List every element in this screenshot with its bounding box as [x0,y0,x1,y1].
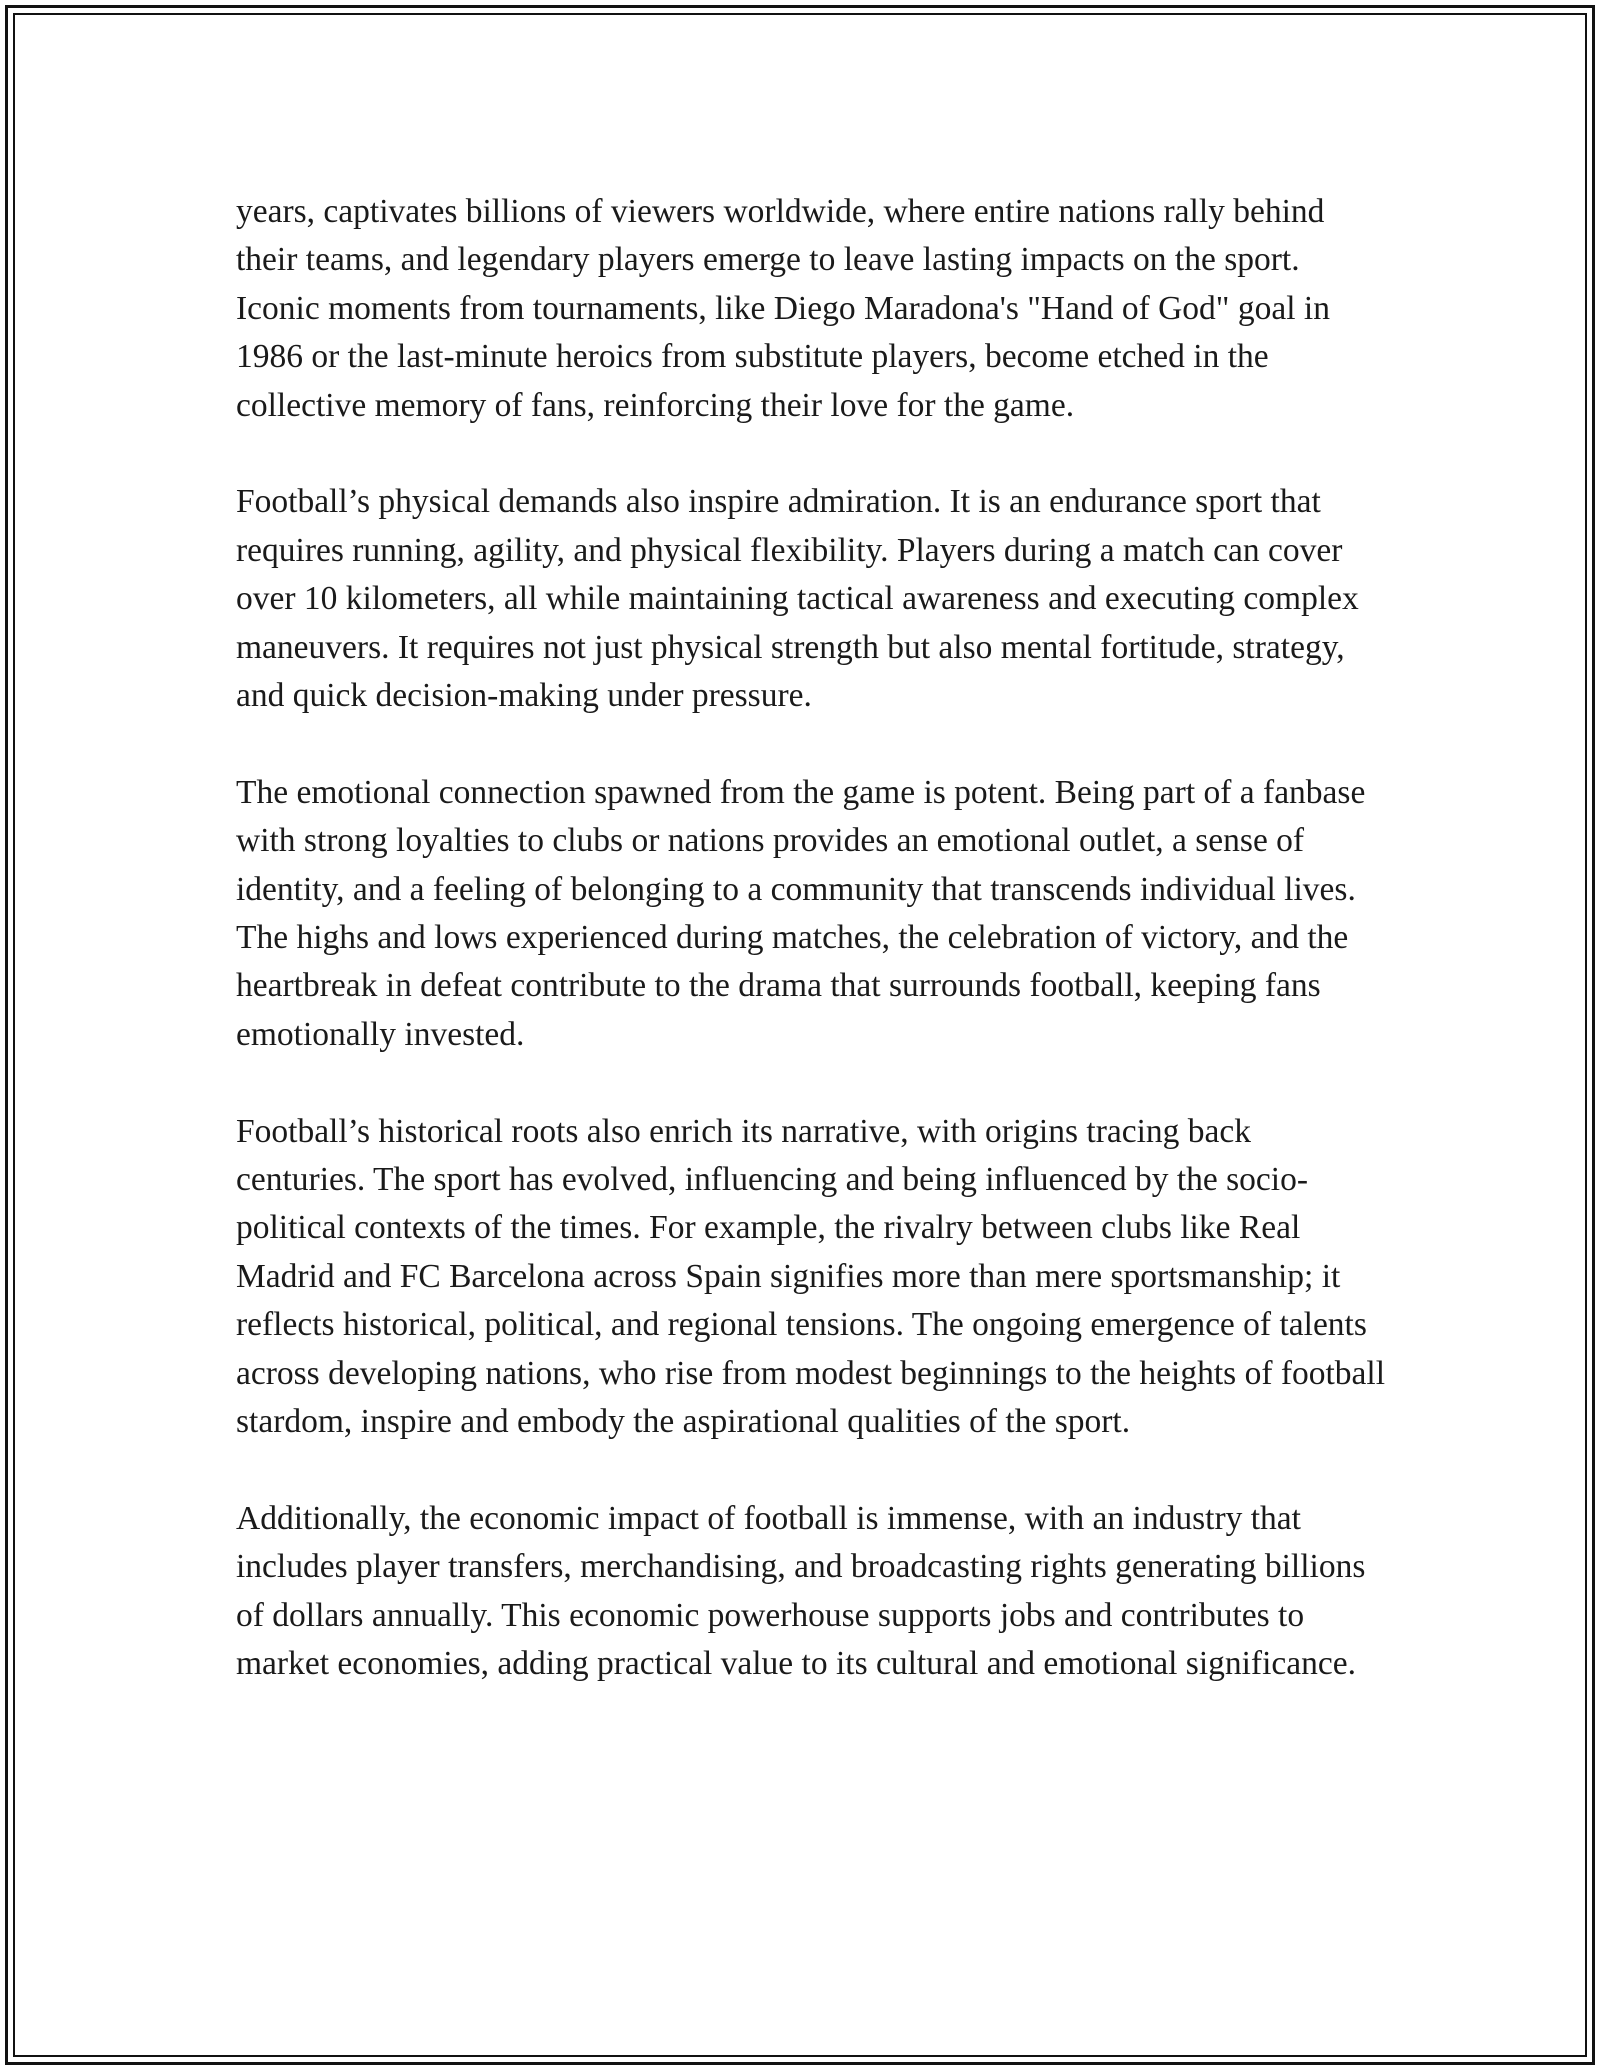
paragraph-historical-roots: Football’s historical roots also enrich its narrative, with origins tracing back centuries. The sport has evolved, influencing and being influenced by the socio-political contexts of the times. For example, the rivalry between clubs like Real Madrid and FC Barcelona across Spain signifies more than mere sportsmanship; it reflects historical, political, and regional tensions. The ongoing emergence of talents across developing nations, who rise from modest beginnings to the heights of football stardom, inspire and embody the aspirational qualities of the sport. [236,1112,1386,1441]
paragraph-world-cup-moments: years, captivates billions of viewers worldwide, where entire nations rally behind their teams, and legendary players emerge to leave lasting impacts on the sport. Iconic moments from tournaments, like Diego Maradona's "Hand of God" goal in 1986 or the last-minute heroics from substitute players, become etched in the collective memory of fans, reinforcing their love for the game. [236,193,1330,424]
paragraph-economic-impact: Additionally, the economic impact of football is immense, with an industry that includes player transfers, merchandising, and broadcasting rights generating billions of dollars annually. This economic powerhouse supports jobs and contributes to market economies, adding practical value to its cultural and emotional significance. [236,1499,1366,1683]
paragraph-physical-demands: Football’s physical demands also inspire admiration. It is an endurance sport that requires running, agility, and physical flexibility. Players during a match can cover over 10 kilometers, all while maintaining tactical awareness and executing complex maneuvers. It requires not just physical strength but also mental fortitude, strategy, and quick decision-making under pressure. [236,483,1359,715]
document-body [236,188,1386,1737]
paragraph-emotional-connection: The emotional connection spawned from the game is potent. Being part of a fanbase with strong loyalties to clubs or nations provides an emotional outlet, a sense of identity, and a feeling of belonging to a community that transcends individual lives. The highs and lows experienced during matches, the celebration of victory, and the heartbreak in defeat contribute to the drama that surrounds football, keeping fans emotionally invested. [236,773,1366,1053]
